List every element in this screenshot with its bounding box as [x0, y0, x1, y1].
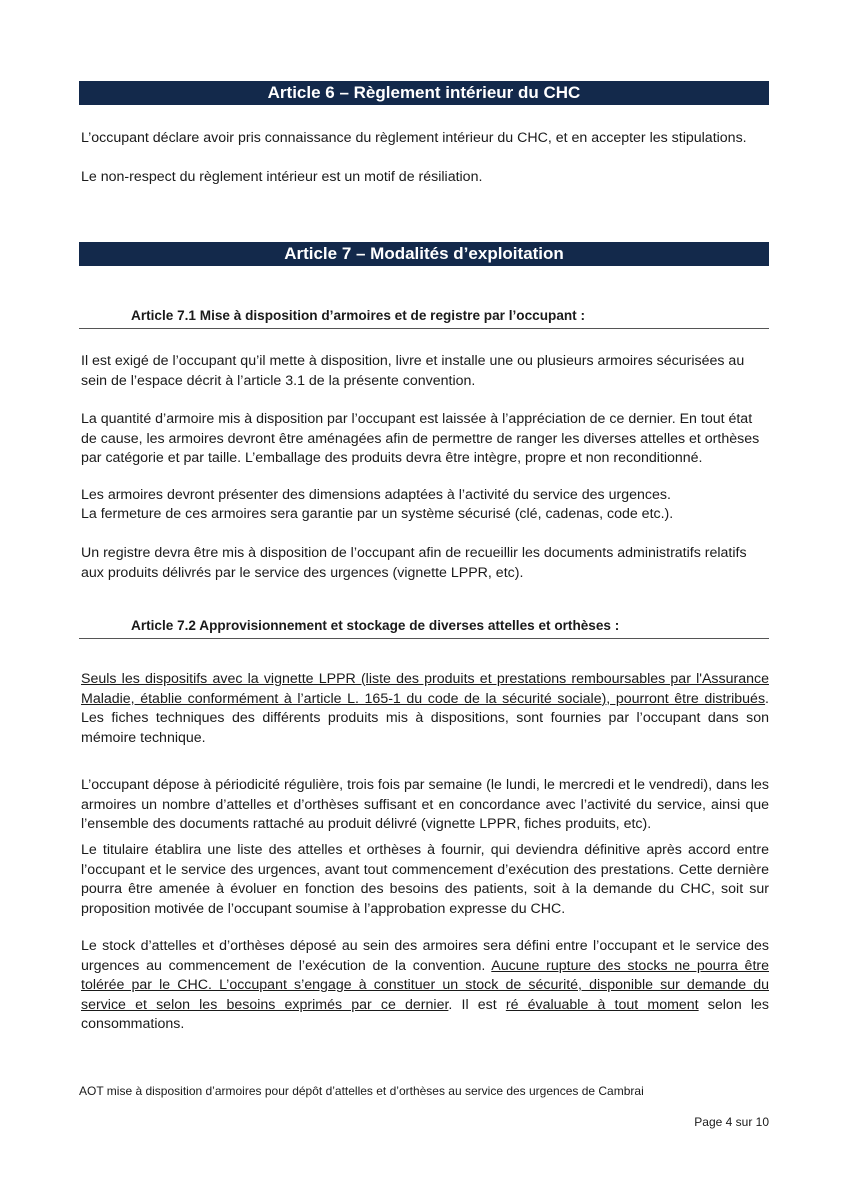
article-7-title: Article 7 – Modalités d’exploitation: [79, 242, 769, 266]
stock-definition-text: Le stock d’attelles et d’orthèses déposé au sein des armoires sera défini entre l’occupant et le service des urgences au commencement de l’exécution de la convention.: [81, 938, 769, 974]
article-7-1-paragraph-3a: Les armoires devront présenter des dimensions adaptées à l’activité du service des urgences.: [81, 487, 671, 503]
reevaluation-underlined: ré évaluable à tout moment: [505, 996, 699, 1013]
article-7-1-heading-text: Article 7.1 Mise à disposition d’armoires et de registre par l’occupant :: [131, 308, 586, 323]
lppr-requirement-underlined: Seuls les dispositifs avec la vignette LPPR (liste des produits et prestations remboursables par l'Assurance Maladie, établie conformément à l’article L. 165-1 du code de la sécurité sociale), pourront être distribués: [81, 671, 769, 707]
stock-connector-text: . Il est: [448, 996, 506, 1013]
page-footer: AOT mise à disposition d’armoires pour dépôt d’attelles et d’orthèses au service des urgences de Cambrai: [79, 1084, 644, 1098]
article-6-paragraph-1: L’occupant déclare avoir pris connaissance du règlement intérieur du CHC, et en accepter les stipulations.: [81, 130, 747, 146]
consumption-text: selon les consommations.: [81, 996, 770, 1033]
article-7-2-paragraph-1: [81, 670, 769, 748]
article-6-title: Article 6 – Règlement intérieur du CHC: [79, 81, 769, 105]
article-7-1-paragraph-4: Un registre devra être mis à disposition de l’occupant afin de recueillir les documents administratifs relatifs aux produits délivrés par le service des urgences (vignette LPPR, etc).: [81, 545, 747, 581]
article-6-paragraph-2: Le non-respect du règlement intérieur est un motif de résiliation.: [81, 169, 483, 185]
article-7-2-paragraph-4: [81, 937, 769, 1035]
article-7-2-heading: [79, 616, 769, 639]
technical-sheets-text: . Les fiches techniques des différents produits mis à dispositions, sont fournies par l’occupant dans son mémoire technique.: [81, 690, 769, 746]
article-7-1-paragraph-1: Il est exigé de l’occupant qu’il mette à disposition, livre et installe une ou plusieurs armoires sécurisées au sein de l’espace décrit à l’article 3.1 de la présente convention.: [81, 353, 745, 389]
article-7-2-paragraph-2: L’occupant dépose à périodicité régulière, trois fois par semaine (le lundi, le mercredi et le vendredi), dans les armoires un nombre d’attelles et d’orthèses suffisant et en concordance avec l’activité du service, ainsi que l’ensemble des documents rattaché au produit délivré (vignette LPPR, fiches produits, etc).: [81, 777, 769, 833]
page-number: Page 4 sur 10: [694, 1115, 769, 1129]
article-7-1-heading: [79, 306, 769, 329]
article-7-1-paragraph-3b: La fermeture de ces armoires sera garantie par un système sécurisé (clé, cadenas, code etc.).: [81, 506, 674, 522]
stock-rupture-underlined: Aucune rupture des stocks ne pourra être tolérée par le CHC. L’occupant s’engage à constituer un stock de sécurité, disponible sur demande du service et selon les besoins exprimés par ce dernier: [81, 957, 770, 1013]
article-7-1-paragraph-2: La quantité d’armoire mis à disposition par l’occupant est laissée à l’appréciation de ce dernier. En tout état de cause, les armoires devront être aménagées afin de permettre de ranger les diverses attelles et orthèses par catégorie et par taille. L’emballage des produits devra être intègre, propre et non reconditionné.: [81, 411, 760, 467]
article-7-2-paragraph-3: Le titulaire établira une liste des attelles et orthèses à fournir, qui deviendra définitive après accord entre l’occupant et le service des urgences, avant tout commencement d’exécution des prestations. Cette dernière pourra être amenée à évoluer en fonction des besoins des patients, soit à la demande du CHC, soit sur proposition motivée de l’occupant soumise à l’approbation expresse du CHC.: [81, 842, 769, 917]
article-7-2-heading-text: Article 7.2 Approvisionnement et stockage de diverses attelles et orthèses :: [131, 618, 620, 633]
